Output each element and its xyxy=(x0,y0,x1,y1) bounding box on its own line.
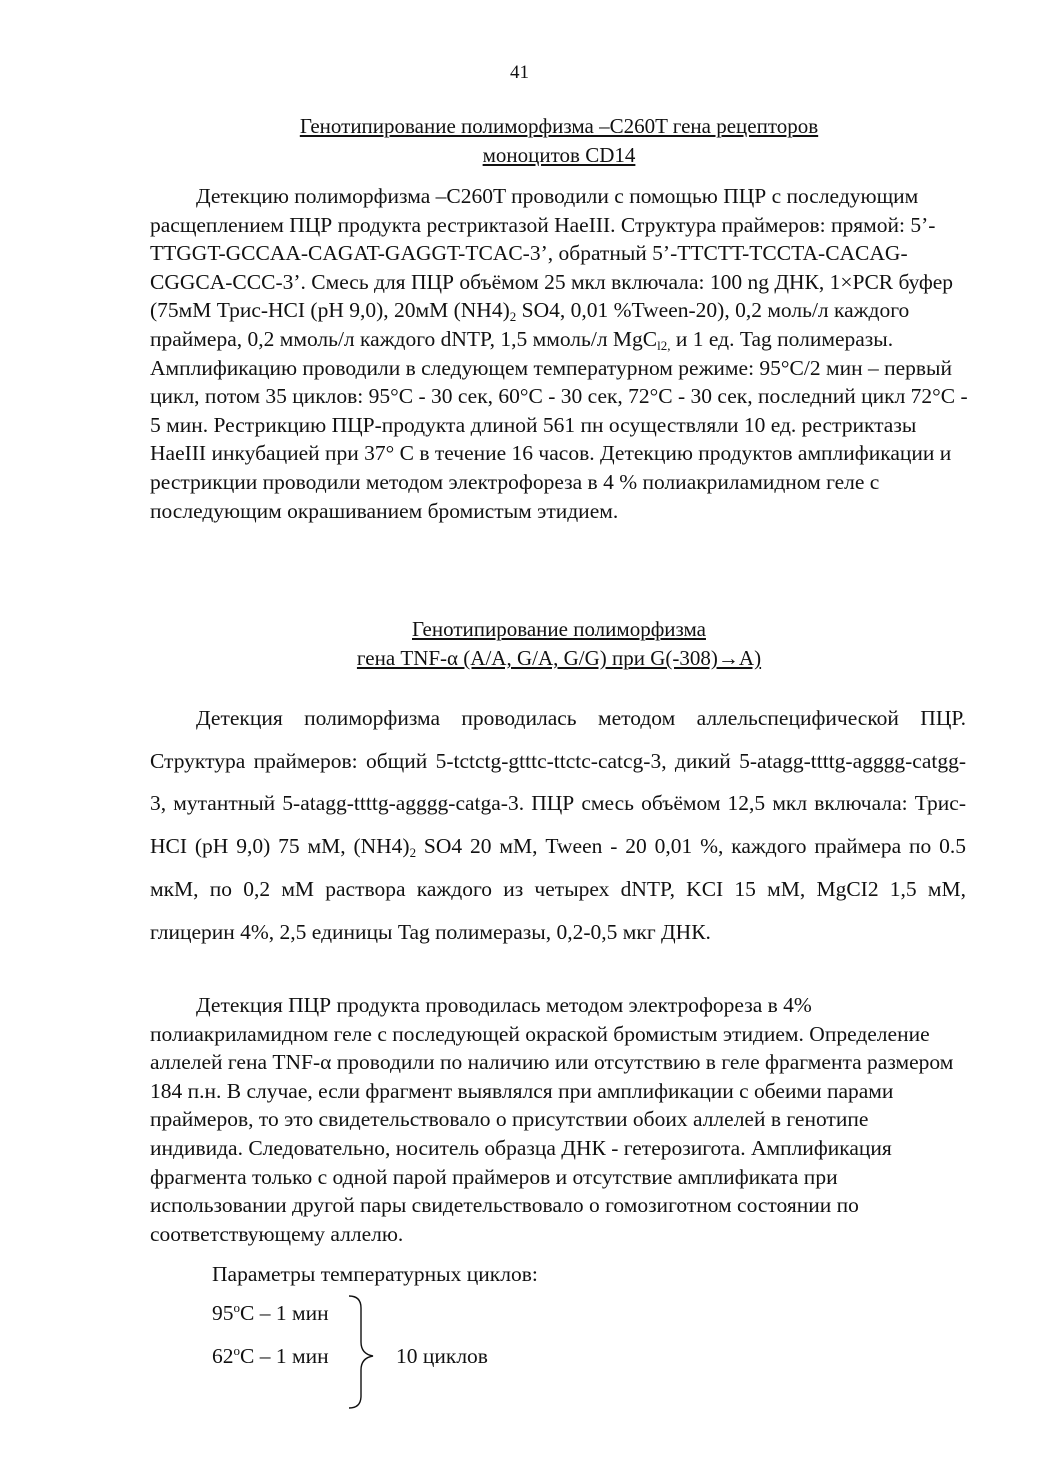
section1-text-part3: и 1 ед. Tag полимеразы. Амплификацию проводили в следующем температурном режиме: 95°С/2 мин – первый цикл, потом 35 циклов: 95°С - 30 сек, 60°С - 30 сек, 72°С - 30 сек, последний цикл 72°С - 5 мин. Рестрикцию ПЦР-продукта длиной 561 пн осуществляли 10 ед. рестриктазы HaeIII инкубацией при 37° С в течение 16 часов. Детекцию продуктов амплификации и рестрикции проводили методом электрофореза в 4 % полиакриламидном геле с последующим окрашиванием бромистым этидием. xyxy=(150,326,968,523)
cycle-step-2-degree: o xyxy=(233,1343,240,1358)
cycle-step-2-temp: 62 xyxy=(212,1344,234,1368)
page-number: 41 xyxy=(510,62,529,83)
section2-p1-part2: SO4 20 мМ, Tween - 20 0,01 %, каждого праймера по 0.5 мкМ, по 0,2 мМ раствора каждого из четырех dNTP, KCI 15 мМ, MgCI2 1,5 мМ, глицерин 4%, 2,5 единицы Tag полимеразы, 0,2-0,5 мкг ДНК. xyxy=(150,834,966,944)
section1-subscript-2: l2, xyxy=(657,337,671,353)
cycle-step-1 xyxy=(212,1301,329,1326)
section2-heading-line1: Генотипирование полиморфизма xyxy=(412,617,706,641)
section1-subscript-1: 2 xyxy=(509,309,517,325)
cycle-step-2-rest: С – 1 мин xyxy=(240,1344,329,1368)
section1-text-part2: SO4, 0,01 %Tween-20), 0,2 моль/л каждого праймера, 0,2 ммоль/л каждого dNTP, 1,5 ммоль/л MgC xyxy=(150,298,910,351)
cycle-step-2 xyxy=(212,1344,329,1369)
section2-subscript: 2 xyxy=(409,845,417,861)
section2-paragraph-1 xyxy=(150,697,966,953)
curly-brace-icon xyxy=(343,1292,383,1412)
cycle-step-1-temp: 95 xyxy=(212,1301,234,1325)
cycle-step-1-rest: С – 1 мин xyxy=(240,1301,329,1325)
params-label: Параметры температурных циклов: xyxy=(212,1262,538,1286)
section1-paragraph xyxy=(150,182,968,525)
section2-heading-line2: гена TNF-α (A/A, G/A, G/G) при G(-308)→A) xyxy=(356,646,762,670)
section1-heading-line1: Генотипирование полиморфизма –C260T гена рецепторов xyxy=(299,114,819,138)
section1-text-part1: Детекцию полиморфизма –C260T проводили с помощью ПЦР с последующим расщеплением ПЦР продукта рестриктазой HaeIII. Структура праймеров: прямой: 5’-TTGGT-GCCAA-CAGAT-GAGGT-TCAC-3’, обратный 5’-TTCTT-TCCTA-CACAG-CGGCA-CCC-3’. Смесь для ПЦР объёмом 25 мкл включала: 100 ng ДНК, 1×PCR буфер (75мМ Трис-HCI (pH 9,0), 20мМ (NH4) xyxy=(150,184,954,323)
cycles-count: 10 циклов xyxy=(396,1344,488,1368)
section1-heading-line2: моноцитов CD14 xyxy=(482,143,636,167)
section2-p1-part1: Детекция полиморфизма проводилась методом аллельспецифической ПЦР. Структура праймеров: общий 5-tctctg-gtttc-ttctc-catcg-3, дикий 5-atagg-ttttg-agggg-catgg-3, мутантный 5-atagg-ttttg-agggg-catga-3. ПЦР смесь объёмом 12,5 мкл включала: Трис-HCI (pH 9,0) 75 мМ, (NH4) xyxy=(150,706,966,859)
cycle-step-1-degree: o xyxy=(233,1300,240,1315)
section2-p2-text: Детекция ПЦР продукта проводилась методом электрофореза в 4% полиакриламидном геле с последующей окраской бромистым этидием. Определение аллелей гена TNF-α проводили по наличию или отсутствию в геле фрагмента размером 184 п.н. В случае, если фрагмент выявлялся при амплификации с обеими парами праймеров, то это свидетельствовало о присутствии обоих аллелей в генотипе индивида. Следовательно, носитель образца ДНК - гетерозигота. Амплификация фрагмента только с одной парой праймеров и отсутствие амплификата при использовании другой пары свидетельствовало о гомозиготном состоянии по соответствующему аллелю. xyxy=(150,993,954,1246)
section2-paragraph-2 xyxy=(150,991,966,1248)
